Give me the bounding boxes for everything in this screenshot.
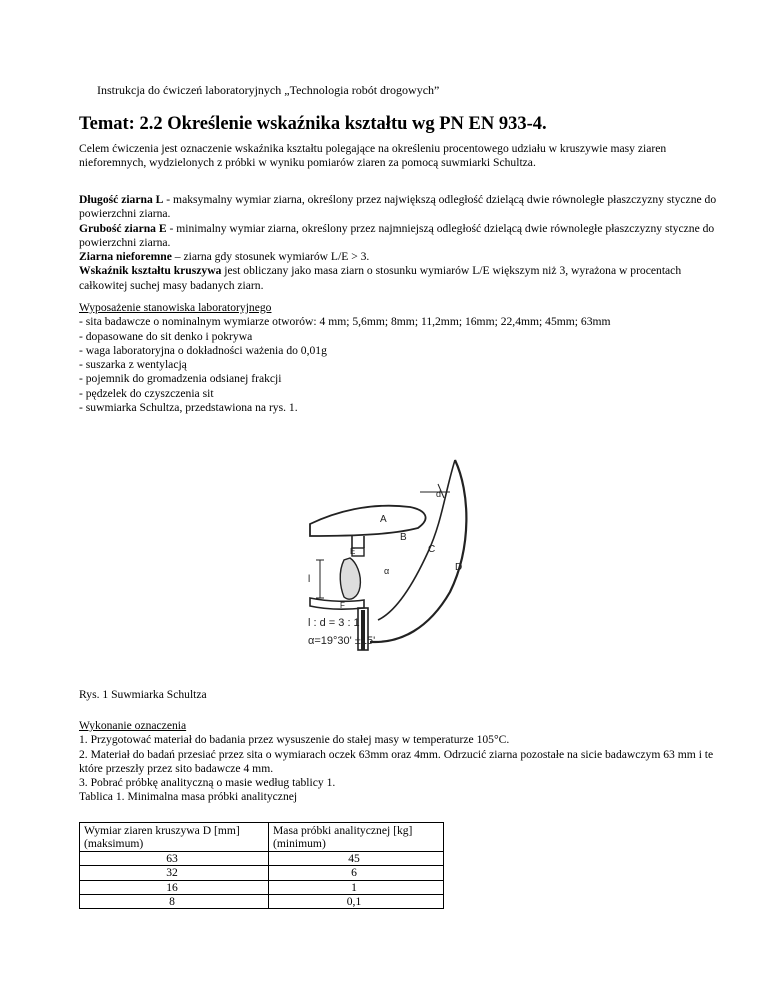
- table-row: [80, 880, 444, 894]
- table-header-row: [80, 823, 444, 852]
- definition-length: [79, 193, 719, 222]
- list-item: - dopasowane do sit denko i pokrywa: [79, 329, 253, 343]
- intro-paragraph: Celem ćwiczenia jest oznaczenie wskaźnika kształtu polegające na określeniu procentowego udziału w kruszywie masy ziaren nieforemnych, wydzielonych z próbki w wyniku pomiarów ziaren za pomocą suwmiarki Schultza.: [79, 142, 667, 170]
- page-title: Temat: 2.2 Określenie wskaźnika kształtu wg PN EN 933-4.: [79, 114, 547, 134]
- table-caption: Tablica 1. Minimalna masa próbki analitycznej: [79, 790, 298, 804]
- label-d: D: [455, 562, 463, 573]
- definition-term: Grubość ziarna E: [79, 221, 167, 235]
- definition-term: Ziarna nieforemne: [79, 250, 172, 264]
- table-header-cell: [269, 823, 444, 852]
- equipment-heading: Wyposażenie stanowiska laboratoryjnego: [79, 301, 272, 314]
- label-e: E: [350, 547, 356, 556]
- list-item: - waga laboratoryjna o dokładności ważenia do 0,01g: [79, 343, 327, 357]
- table-row: [80, 851, 444, 865]
- angle-text: α=19°30' ±15': [308, 635, 376, 647]
- table-header-cell: [80, 823, 269, 852]
- table-cell: 32: [80, 866, 269, 880]
- table-cell: 0,1: [269, 895, 444, 909]
- definition-text: – ziarna gdy stosunek wymiarów L/E > 3.: [171, 250, 370, 264]
- figure-caption: Rys. 1 Suwmiarka Schultza: [79, 688, 207, 701]
- col2-sub: (minimum): [273, 837, 326, 851]
- list-item: - sita badawcze o nominalnym wymiarze otworów: 4 mm; 5,6mm; 8mm; 11,2mm; 16mm; 22,4mm; 45mm; 63mm: [79, 315, 611, 329]
- label-a: A: [380, 514, 387, 525]
- ratio-text: l : d = 3 : 1: [308, 617, 360, 629]
- execution-section: [79, 719, 719, 805]
- definition-text: - minimalny wymiar ziarna, określony przez najmniejszą odległość dzielącą dwie równoległe płaszczyzny styczne do powierzchni ziarna.: [79, 221, 715, 249]
- label-l: l: [308, 574, 311, 585]
- schultz-caliper-drawing: [300, 452, 480, 672]
- label-b: B: [400, 532, 407, 543]
- equipment-list: [79, 315, 719, 415]
- execution-step: 3. Pobrać próbkę analityczną o masie według tablicy 1.: [79, 776, 336, 790]
- col1-sub: (maksimum): [84, 837, 144, 851]
- list-item: - suwmiarka Schultza, przedstawiona na rys. 1.: [79, 401, 298, 415]
- definition-text: - maksymalny wymiar ziarna, określony przez największą odległość dzielącą dwie równoległe płaszczyzny styczne do powierzchni ziarna.: [79, 193, 717, 221]
- label-c: C: [428, 544, 436, 555]
- execution-heading: Wykonanie oznaczenia: [79, 719, 187, 732]
- table-row: [80, 895, 444, 909]
- table-cell: 6: [269, 866, 444, 880]
- table-cell: 45: [269, 851, 444, 865]
- definition-text: jest obliczany jako masa ziarn o stosunku wymiarów L/E większym niż 3, wyrażona w procentach całkowitej suchej masy badanych ziarn.: [79, 264, 682, 292]
- list-item: - suszarka z wentylacją: [79, 358, 187, 372]
- definition-shape-index: [79, 264, 719, 293]
- table-row: [80, 866, 444, 880]
- schultz-caliper-figure: [300, 452, 480, 672]
- table-cell: 8: [80, 895, 269, 909]
- definition-irregular: [79, 250, 719, 264]
- col1-header: Wymiar ziaren kruszywa D [mm]: [84, 824, 240, 837]
- definition-term: Długość ziarna L: [79, 193, 164, 206]
- label-alpha: α: [384, 566, 390, 576]
- col2-header: Masa próbki analitycznej [kg]: [273, 824, 413, 837]
- label-d-small: d: [436, 489, 442, 499]
- definitions: [79, 193, 719, 293]
- table-cell: 63: [80, 851, 269, 865]
- sample-mass-table: [79, 822, 444, 909]
- table-cell: 1: [269, 880, 444, 894]
- label-f: F: [340, 601, 345, 610]
- list-item: - pojemnik do gromadzenia odsianej frakcji: [79, 372, 282, 386]
- definition-thickness: [79, 222, 719, 251]
- page-header: Instrukcja do ćwiczeń laboratoryjnych „Technologia robót drogowych”: [97, 83, 440, 97]
- list-item: - pędzelek do czyszczenia sit: [79, 386, 214, 400]
- execution-step: 1. Przygotować materiał do badania przez wysuszenie do stałej masy w temperaturze 105°C.: [79, 733, 510, 747]
- execution-step: 2. Materiał do badań przesiać przez sita o wymiarach oczek 63mm oraz 4mm. Odrzucić ziarna pozostałe na sicie badawczym 63 mm i te które przeszły przez sito badawcze 4 mm.: [79, 747, 714, 775]
- definition-term: Wskaźnik kształtu kruszywa: [79, 264, 222, 278]
- table-cell: 16: [80, 880, 269, 894]
- equipment-section: [79, 301, 719, 415]
